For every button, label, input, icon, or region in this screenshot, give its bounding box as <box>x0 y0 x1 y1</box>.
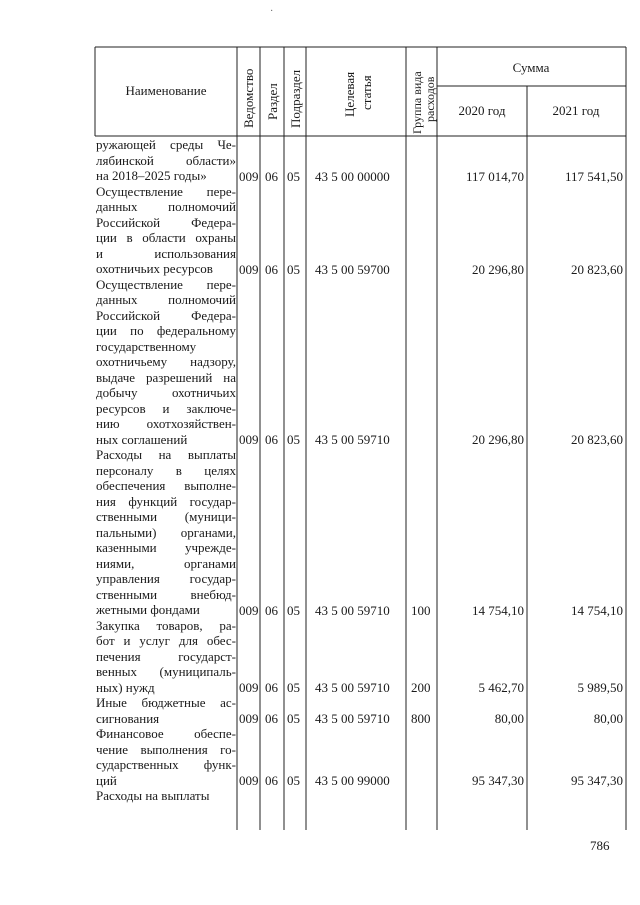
row-6-cs: 43 5 00 99000 <box>315 773 390 788</box>
row-2-s2020: 20 296,80 <box>472 432 524 447</box>
row-6-s2020: 95 347,30 <box>472 773 524 788</box>
row-name-line: Иные бюджетные ас- <box>96 695 236 710</box>
row-5-s2020: 80,00 <box>494 711 524 726</box>
row-0-cs: 43 5 00 00000 <box>315 168 390 184</box>
row-name-line: на 2018–2025 годы» <box>96 168 207 183</box>
row-name-line: Расходы на выплаты <box>96 447 236 462</box>
row-name-line: Расходы на выплаты <box>96 788 210 803</box>
header-celevaya-1: Целевая <box>342 71 357 117</box>
scan-mark: · <box>270 6 274 17</box>
row-2-s2021: 20 823,60 <box>571 432 623 447</box>
row-name-line: лябинской области» <box>96 152 236 168</box>
row-4-podr: 05 <box>287 680 300 695</box>
row-4-razd: 06 <box>265 680 278 695</box>
row-1-s2020: 20 296,80 <box>472 261 524 277</box>
row-name-line: ниями, органами <box>96 555 236 571</box>
row-name-line: ции в области охраны <box>96 230 236 245</box>
row-5-razd: 06 <box>265 711 278 726</box>
row-6-name <box>96 726 236 788</box>
row-4-s2020: 5 462,70 <box>478 680 524 695</box>
row-4-name <box>96 618 236 696</box>
row-name-line: венных (муниципаль- <box>96 664 236 679</box>
row-2-razd: 06 <box>265 432 278 447</box>
row-name-line: охотничьих ресурсов <box>96 261 213 276</box>
row-name-line: обеспечения выполне- <box>96 478 236 493</box>
row-name-line: выдаче разрешений на <box>96 369 236 385</box>
row-name-line: и использования <box>96 245 236 261</box>
row-name-line: Осуществление пере- <box>96 276 236 292</box>
row-3-name <box>96 447 236 618</box>
row-5-s2021: 80,00 <box>593 711 623 726</box>
row-name-line: персоналу в целях <box>96 462 236 478</box>
row-6-ved: 009 <box>239 773 259 788</box>
row-1-name <box>96 184 236 277</box>
row-2-podr: 05 <box>287 432 300 447</box>
header-name: Наименование <box>125 83 207 98</box>
row-3-s2021: 14 754,10 <box>571 602 623 618</box>
header-2020: 2020 год <box>458 103 506 118</box>
row-3-cs: 43 5 00 59710 <box>315 602 390 618</box>
row-name-line: ций <box>96 772 117 788</box>
row-1-s2021: 20 823,60 <box>571 261 623 277</box>
row-name-line: ственными внебюд- <box>96 586 236 602</box>
header-podrazdel: Подраздел <box>288 69 303 128</box>
row-name-line: добычу охотничьих <box>96 385 236 400</box>
row-1-cs: 43 5 00 59700 <box>315 261 390 277</box>
row-0-ved: 009 <box>239 168 259 184</box>
header-gruppa-2: расходов <box>423 76 437 122</box>
row-3-gvr: 100 <box>411 602 431 618</box>
row-0-s2021: 117 541,50 <box>564 168 623 184</box>
row-3-s2020: 14 754,10 <box>472 602 524 618</box>
row-name-line: ции по федеральному <box>96 323 236 338</box>
row-name-line: данных полномочий <box>96 199 236 214</box>
row-0-razd: 06 <box>265 168 278 184</box>
row-4-cs: 43 5 00 59710 <box>315 680 390 695</box>
page-number: 786 <box>590 838 610 853</box>
header-gruppa-1: Группа вида <box>410 71 424 134</box>
row-name-line: ружающей среды Че- <box>96 137 236 152</box>
row-2-cs: 43 5 00 59710 <box>315 432 390 447</box>
row-name-line: Финансовое обеспе- <box>96 726 236 741</box>
row-0-podr: 05 <box>287 168 300 184</box>
header-celevaya-2: статья <box>359 75 374 110</box>
row-0-name <box>96 137 236 184</box>
row-5-podr: 05 <box>287 711 300 726</box>
row-name-line: управления государ- <box>96 571 236 586</box>
row-name-line: охотничьему надзору, <box>96 354 236 369</box>
header-razdel: Раздел <box>265 83 280 120</box>
row-name-line: ресурсов и заключе- <box>96 400 236 416</box>
row-3-razd: 06 <box>265 602 278 618</box>
row-name-line: нию охотхозяйствен- <box>96 416 236 431</box>
row-name-line: чение выполнения го- <box>96 741 236 757</box>
row-name-line: ных соглашений <box>96 431 188 447</box>
row-3-podr: 05 <box>287 602 300 618</box>
row-4-ved: 009 <box>239 680 259 695</box>
row-name-line: сударственных функ- <box>96 757 236 772</box>
row-name-line: государственному <box>96 338 197 354</box>
row-5-cs: 43 5 00 59710 <box>315 711 390 726</box>
row-1-razd: 06 <box>265 261 278 277</box>
row-name-line: пальными) органами, <box>96 524 236 540</box>
row-name-line: бот и услуг для обес- <box>96 633 236 648</box>
row-name-line: печения государст- <box>96 648 236 664</box>
row-5-name <box>96 695 236 726</box>
header-summa: Сумма <box>512 60 550 75</box>
row-0-s2020: 117 014,70 <box>465 168 524 184</box>
header-2021: 2021 год <box>552 103 600 118</box>
row-6-s2021: 95 347,30 <box>571 773 623 788</box>
row-3-ved: 009 <box>239 602 259 618</box>
header-vedomstvo: Ведомство <box>241 68 256 128</box>
row-name-line: Российской Федера- <box>96 214 236 230</box>
row-name-line: казенными учрежде- <box>96 540 236 555</box>
row-2-ved: 009 <box>239 432 259 447</box>
row-name-line: ния функций государ- <box>96 493 236 509</box>
row-4-gvr: 200 <box>411 680 431 695</box>
row-6-podr: 05 <box>287 773 300 788</box>
row-5-gvr: 800 <box>411 711 431 726</box>
row-1-podr: 05 <box>287 261 300 277</box>
row-name-line: Осуществление пере- <box>96 183 236 199</box>
row-1-ved: 009 <box>239 261 259 277</box>
row-5-ved: 009 <box>239 711 259 726</box>
row-name-line: сигнования <box>96 710 160 726</box>
row-6-razd: 06 <box>265 773 278 788</box>
row-7-name <box>96 788 236 804</box>
row-name-line: Закупка товаров, ра- <box>96 617 236 633</box>
row-name-line: ственными (муници- <box>96 509 236 524</box>
row-2-name <box>96 277 236 448</box>
row-4-s2021: 5 989,50 <box>577 680 623 695</box>
row-name-line: жетными фондами <box>96 602 200 617</box>
row-name-line: ных) нужд <box>96 679 155 695</box>
row-name-line: Российской Федера- <box>96 307 236 323</box>
row-name-line: данных полномочий <box>96 292 236 307</box>
